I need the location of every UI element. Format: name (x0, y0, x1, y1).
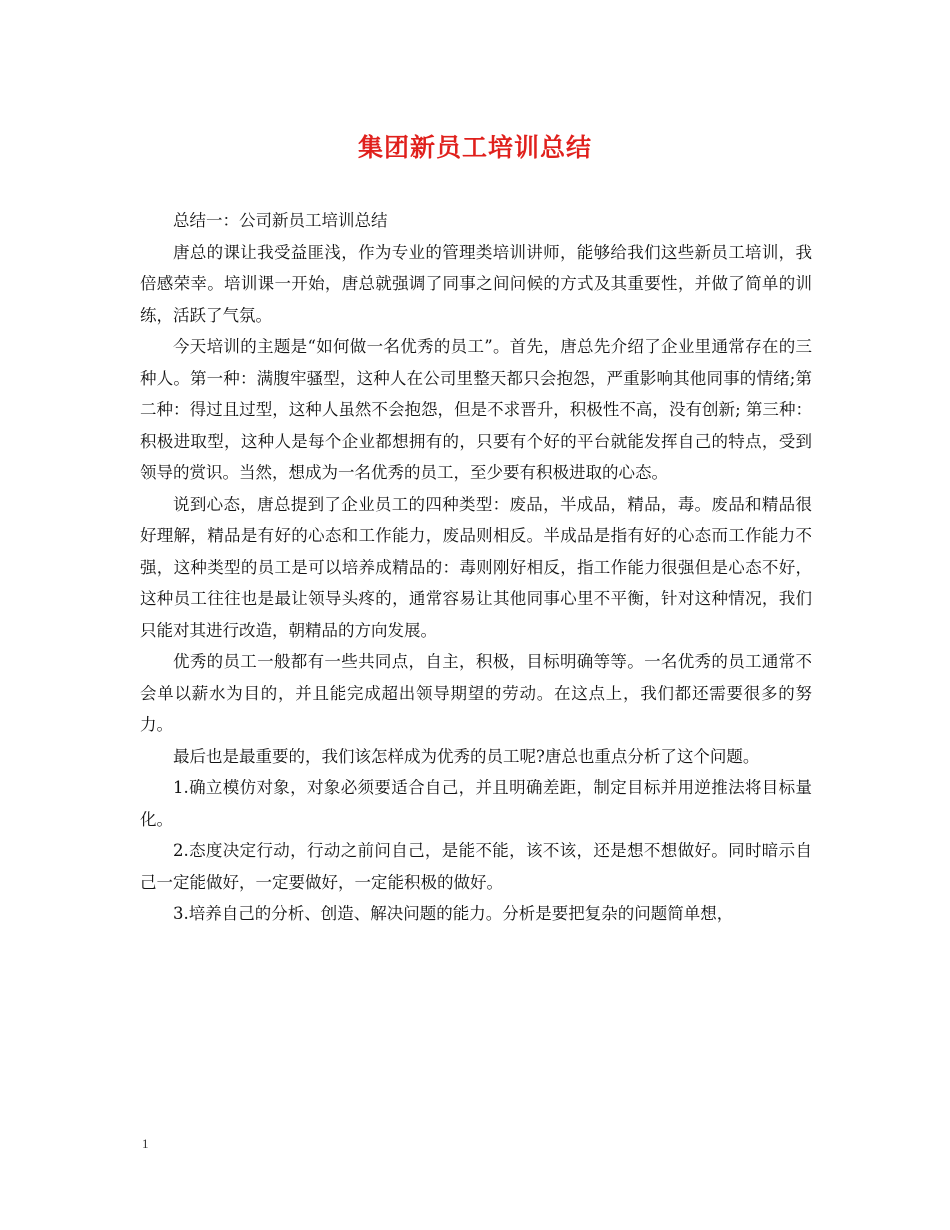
list-item: 2.态度决定行动，行动之前问自己，是能不能，该不该，还是想不想做好。同时暗示自己一定能做好，一定要做好，一定能积极的做好。 (140, 841, 812, 892)
list-item: 1.确立模仿对象，对象必须要适合自己，并且明确差距，制定目标并用逆推法将目标量化。 (140, 778, 812, 829)
page-number: 1 (142, 1136, 149, 1151)
paragraph-section-heading: 总结一：公司新员工培训总结 (173, 211, 388, 230)
paragraph: 优秀的员工一般都有一些共同点，自主，积极，目标明确等等。一名优秀的员工通常不会单以薪水为目的，并且能完成超出领导期望的劳动。在这点上，我们都还需要很多的努力。 (140, 652, 812, 734)
list-item: 3.培养自己的分析、创造、解决问题的能力。分析是要把复杂的问题简单想， (173, 904, 734, 923)
paragraph: 今天培训的主题是“如何做一名优秀的员工”。首先，唐总先介绍了企业里通常存在的三种人。第一种：满腹牢骚型，这种人在公司里整天都只会抱怨，严重影响其他同事的情绪;第二种：得过且过型，这种人虽然不会抱怨，但是不求晋升，积极性不高，没有创新; 第三种：积极进取型，这种人是每个企业都想拥有的，只要有个好的平台就能发挥自己的特点，受到领导的赏识。当然，想成为一名优秀的员工，至少要有积极进取的心态。 (140, 337, 812, 482)
paragraph: 唐总的课让我受益匪浅，作为专业的管理类培训讲师，能够给我们这些新员工培训，我倍感荣幸。培训课一开始，唐总就强调了同事之间问候的方式及其重要性，并做了简单的训练，活跃了气氛。 (140, 242, 812, 325)
document-body (140, 205, 812, 930)
document-title: 集团新员工培训总结 (357, 133, 592, 162)
paragraph: 说到心态，唐总提到了企业员工的四种类型：废品，半成品，精品，毒。废品和精品很好理解，精品是有好的心态和工作能力，废品则相反。半成品是指有好的心态而工作能力不强，这种类型的员工是可以培养成精品的：毒则刚好相反，指工作能力很强但是心态不好，这种员工往往也是最让领导头疼的，通常容易让其他同事心里不平衡，针对这种情况，我们只能对其进行改造，朝精品的方向发展。 (140, 494, 812, 640)
paragraph: 最后也是最重要的，我们该怎样成为优秀的员工呢?唐总也重点分析了这个问题。 (173, 746, 760, 766)
